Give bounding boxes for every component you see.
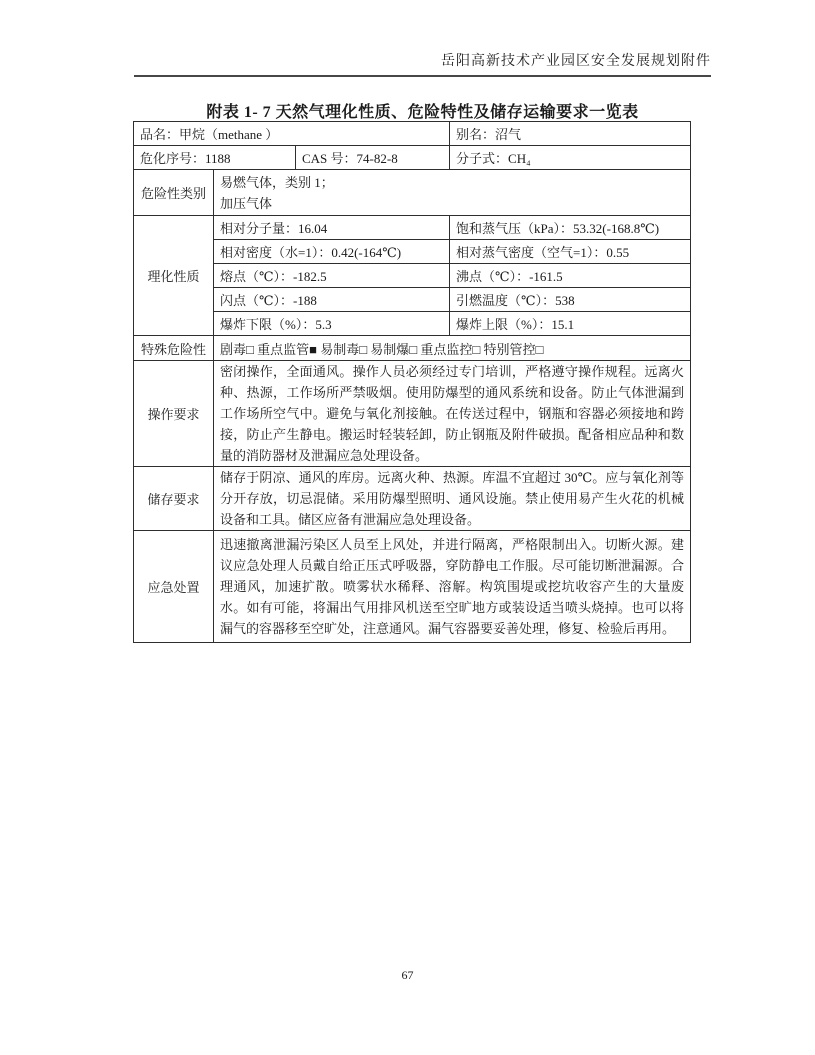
- physchem-left-cell: 熔点（℃）：-182.5: [214, 264, 450, 288]
- hazard-class-label: 危险性类别: [134, 170, 214, 216]
- physchem-right-cell: 爆炸上限（%）：15.1: [450, 312, 691, 336]
- row-special-hazard: [134, 336, 691, 361]
- physchem-row: [134, 264, 691, 288]
- row-operation: [134, 361, 691, 467]
- row-hazard-class: [134, 170, 691, 216]
- hazard-class-cell: [214, 170, 691, 216]
- page-header: [134, 50, 711, 77]
- row-emergency: [134, 531, 691, 643]
- physchem-right-cell: 饱和蒸气压（kPa）：53.32(-168.8℃): [450, 216, 691, 240]
- physchem-right-cell: 引燃温度（℃）：538: [450, 288, 691, 312]
- row-storage: [134, 467, 691, 531]
- special-hazard-label: 特殊危险性: [134, 336, 214, 361]
- row-product-name: [134, 122, 691, 146]
- physchem-label: 理化性质: [134, 216, 214, 336]
- hazard-class-line: 易燃气体，类别 1；: [220, 174, 334, 190]
- product-name-cell: 品名：甲烷（methane ）: [134, 122, 450, 146]
- physchem-left-cell: 相对分子量：16.04: [214, 216, 450, 240]
- alias-cell: 别名：沼气: [450, 122, 691, 146]
- cas-number-cell: CAS 号：74-82-8: [296, 146, 450, 170]
- special-hazard-cell: 剧毒□ 重点监管■ 易制毒□ 易制爆□ 重点监控□ 特别管控□: [214, 336, 691, 361]
- operation-text-cell: 密闭操作，全面通风。操作人员必须经过专门培训，严格遵守操作规程。远离火种、热源，工作场所严禁吸烟。使用防爆型的通风系统和设备。防止气体泄漏到工作场所空气中。避免与氧化剂接触。在传送过程中，钢瓶和容器必须接地和跨接，防止产生静电。搬运时轻装轻卸，防止钢瓶及附件破损。配备相应品种和数量的消防器材及泄漏应急处理设备。: [214, 361, 691, 467]
- page-number: 67: [401, 968, 414, 982]
- physchem-left-cell: 闪点（℃）：-188: [214, 288, 450, 312]
- hazard-serial-cell: 危化序号：1188: [134, 146, 296, 170]
- row-identifiers: [134, 146, 691, 170]
- storage-text-cell: 储存于阴凉、通风的库房。远离火种、热源。库温不宜超过 30℃。应与氧化剂等分开存放，切忌混储。采用防爆型照明、通风设施。禁止使用易产生火花的机械设备和工具。储区应备有泄漏应急处理设备。: [214, 467, 691, 531]
- physchem-row: [134, 240, 691, 264]
- table-title: 附表 1- 7 天然气理化性质、危险特性及储存运输要求一览表: [206, 104, 639, 121]
- msds-table: [133, 121, 691, 643]
- physchem-left-cell: 爆炸下限（%）：5.3: [214, 312, 450, 336]
- physchem-row: [134, 288, 691, 312]
- hazard-class-line: 加压气体: [220, 195, 273, 211]
- storage-label: 储存要求: [134, 467, 214, 531]
- physchem-right-cell: 沸点（℃）：-161.5: [450, 264, 691, 288]
- physchem-left-cell: 相对密度（水=1）：0.42(-164℃): [214, 240, 450, 264]
- molecular-formula-cell: 分子式：CH₄: [450, 146, 691, 170]
- emergency-text-cell: 迅速撤离泄漏污染区人员至上风处，并进行隔离，严格限制出入。切断火源。建议应急处理人员戴自给正压式呼吸器，穿防静电工作服。尽可能切断泄漏源。合理通风，加速扩散。喷雾状水稀释、溶解。构筑围堤或挖坑收容产生的大量废水。如有可能，将漏出气用排风机送至空旷地方或装设适当喷头烧掉。也可以将漏气的容器移至空旷处，注意通风。漏气容器要妥善处理，修复、检验后再用。: [214, 531, 691, 643]
- physchem-row: [134, 216, 691, 240]
- physchem-row: [134, 312, 691, 336]
- operation-label: 操作要求: [134, 361, 214, 467]
- physchem-right-cell: 相对蒸气密度（空气=1）：0.55: [450, 240, 691, 264]
- header-text: 岳阳高新技术产业园区安全发展规划附件: [441, 54, 711, 69]
- emergency-label: 应急处置: [134, 531, 214, 643]
